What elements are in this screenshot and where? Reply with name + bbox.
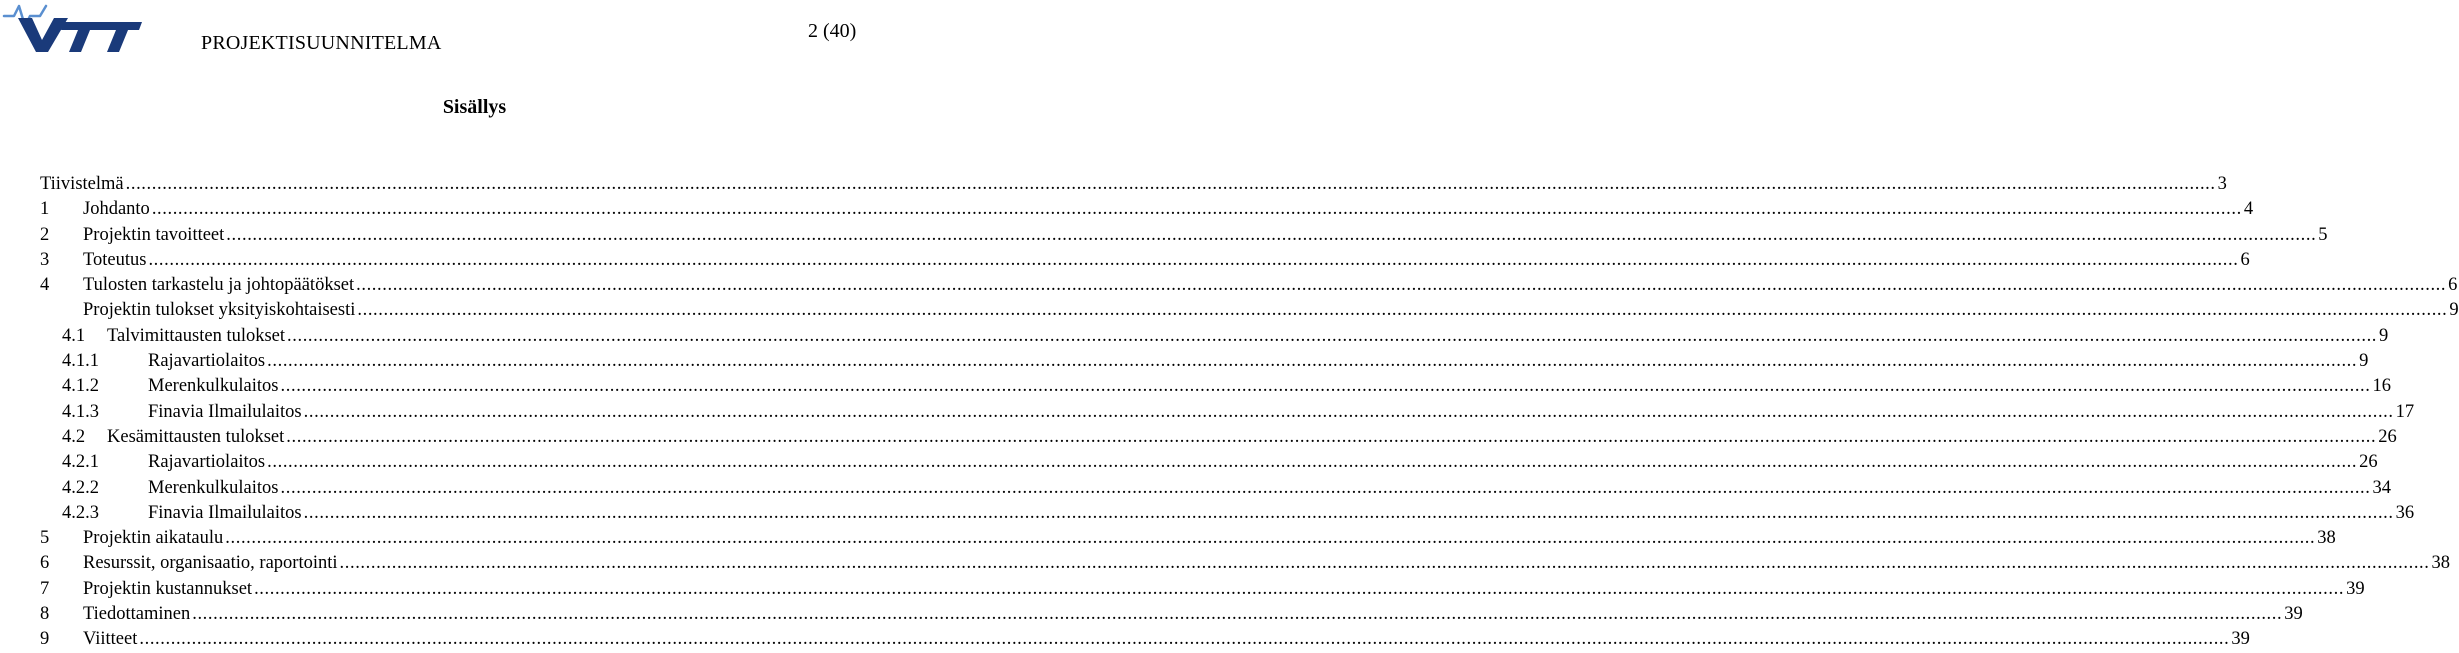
toc-entry[interactable] (40, 602, 2303, 627)
toc-entry-title: Merenkulkulaitos (148, 376, 279, 397)
toc-entry[interactable] (40, 425, 2397, 450)
toc-heading: Sisällys (442, 96, 507, 118)
toc-entry-page: 26 (2378, 426, 2397, 447)
toc-entry-page: 26 (2359, 452, 2378, 473)
toc-dot-leader: ................................................................................................................................................................................................................................................................................................................................................................................................................ (356, 275, 2447, 296)
toc-entry[interactable] (40, 273, 2458, 298)
toc-entry[interactable] (40, 400, 2415, 425)
toc-entry-title: Projektin tavoitteet (83, 224, 225, 245)
toc-entry-number: 6 (40, 553, 50, 574)
toc-entry-title: Viitteet (83, 629, 138, 650)
toc-dot-leader: ................................................................................................................................................................................................................................................................................................................................................................................................................ (286, 426, 2377, 447)
toc-entry[interactable] (40, 526, 2336, 551)
toc-entry-number: 4 (40, 275, 50, 296)
toc-entry[interactable] (40, 349, 2369, 374)
toc-entry-title: Toteutus (83, 249, 147, 270)
toc-entry-title: Merenkulkulaitos (148, 477, 279, 498)
toc-entry-page: 39 (2231, 629, 2250, 650)
toc-entry-title: Tulosten tarkastelu ja johtopäätökset (83, 275, 355, 296)
toc-entry-number: 7 (40, 578, 50, 599)
toc-entry-page: 5 (2318, 224, 2328, 245)
toc-entry-number: 8 (40, 604, 50, 625)
toc-entry-page: 17 (2395, 401, 2415, 422)
toc-entry[interactable] (40, 248, 2250, 273)
toc-entry-number: 4.2.3 (62, 502, 99, 523)
toc-dot-leader: ................................................................................................................................................................................................................................................................................................................................................................................................................ (254, 578, 2345, 599)
toc-entry-title: Finavia Ilmailulaitos (148, 401, 302, 422)
toc-entry-page: 39 (2346, 578, 2365, 599)
toc-entry-page: 38 (2317, 528, 2336, 549)
document-title: PROJEKTISUUNNITELMA (201, 32, 442, 54)
toc-entry-title: Projektin tulokset yksityiskohtaisesti (83, 300, 356, 321)
toc-dot-leader: ................................................................................................................................................................................................................................................................................................................................................................................................................ (192, 604, 2283, 625)
toc-entry-number: 4.2.2 (62, 477, 99, 498)
toc-entry-page: 9 (2379, 325, 2389, 346)
page-number: 2 (40) (808, 20, 857, 42)
toc-entry-number: 5 (40, 528, 50, 549)
toc-entry-number: 3 (40, 249, 50, 270)
toc-dot-leader: ................................................................................................................................................................................................................................................................................................................................................................................................................ (280, 477, 2371, 498)
toc-dot-leader: ................................................................................................................................................................................................................................................................................................................................................................................................................ (280, 376, 2371, 397)
toc-entry[interactable] (40, 627, 2250, 652)
toc-entry-page: 16 (2372, 376, 2392, 397)
toc-entry[interactable] (40, 197, 2254, 222)
toc-dot-leader: ................................................................................................................................................................................................................................................................................................................................................................................................................ (287, 325, 2378, 346)
vtt-logo (2, 2, 142, 54)
toc-entry-title: Finavia Ilmailulaitos (148, 502, 302, 523)
toc-entry-number: 4.1.2 (62, 376, 99, 397)
table-of-contents (40, 172, 2459, 653)
toc-entry-title: Resurssit, organisaatio, raportointi (83, 553, 338, 574)
toc-entry-page: 6 (2448, 275, 2458, 296)
toc-entry-page: 4 (2243, 199, 2254, 220)
toc-dot-leader: ................................................................................................................................................................................................................................................................................................................................................................................................................ (151, 199, 2242, 220)
toc-entry-page: 38 (2431, 553, 2451, 574)
toc-entry[interactable] (40, 298, 2459, 323)
toc-entry[interactable] (40, 476, 2392, 501)
toc-entry-title: Johdanto (83, 199, 150, 220)
toc-entry-title: Rajavartiolaitos (148, 452, 266, 473)
toc-dot-leader: ................................................................................................................................................................................................................................................................................................................................................................................................................ (139, 629, 2230, 650)
toc-entry-title: Projektin aikataulu (83, 528, 224, 549)
toc-dot-leader: ................................................................................................................................................................................................................................................................................................................................................................................................................ (226, 224, 2317, 245)
toc-entry-title: Kesämittausten tulokset (107, 426, 285, 447)
toc-dot-leader: ................................................................................................................................................................................................................................................................................................................................................................................................................ (267, 351, 2358, 372)
toc-dot-leader: ................................................................................................................................................................................................................................................................................................................................................................................................................ (339, 553, 2430, 574)
toc-entry-number: 2 (40, 224, 50, 245)
toc-dot-leader: ................................................................................................................................................................................................................................................................................................................................................................................................................ (303, 502, 2394, 523)
toc-entry[interactable] (40, 577, 2365, 602)
toc-entry-page: 36 (2395, 502, 2415, 523)
toc-entry-number: 9 (40, 629, 50, 650)
toc-entry-title: Projektin kustannukset (83, 578, 253, 599)
toc-entry-number: 4.1.1 (62, 351, 99, 372)
toc-entry-page: 3 (2217, 174, 2227, 194)
toc-entry-page: 9 (2359, 351, 2369, 372)
toc-dot-leader: ................................................................................................................................................................................................................................................................................................................................................................................................................ (303, 401, 2394, 422)
toc-entry[interactable] (40, 172, 2227, 197)
toc-entry-number: 4.2.1 (62, 452, 99, 473)
toc-entry-number: 4.1 (62, 325, 86, 346)
toc-entry-page: 9 (2449, 300, 2459, 321)
toc-entry-title: Tiedottaminen (83, 604, 191, 625)
toc-entry-title: Tiivistelmä (40, 174, 124, 194)
toc-entry[interactable] (40, 450, 2378, 475)
toc-entry-number: 4.1.3 (62, 401, 99, 422)
toc-entry-title: Talvimittausten tulokset (107, 325, 286, 346)
toc-dot-leader: ................................................................................................................................................................................................................................................................................................................................................................................................................ (125, 174, 2216, 194)
toc-entry-page: 34 (2372, 477, 2392, 498)
toc-entry-number: 4.2 (62, 426, 86, 447)
toc-entry-number: 1 (40, 199, 50, 220)
toc-entry[interactable] (40, 223, 2328, 248)
toc-entry-page: 6 (2240, 249, 2250, 270)
toc-entry[interactable] (40, 324, 2389, 349)
toc-dot-leader: ................................................................................................................................................................................................................................................................................................................................................................................................................ (267, 452, 2358, 473)
toc-entry[interactable] (40, 551, 2451, 576)
toc-entry-title: Rajavartiolaitos (148, 351, 266, 372)
toc-entry[interactable] (40, 501, 2415, 526)
toc-dot-leader: ................................................................................................................................................................................................................................................................................................................................................................................................................ (148, 249, 2239, 270)
toc-dot-leader: ................................................................................................................................................................................................................................................................................................................................................................................................................ (357, 300, 2448, 321)
toc-dot-leader: ................................................................................................................................................................................................................................................................................................................................................................................................................ (225, 528, 2316, 549)
toc-entry-page: 39 (2284, 604, 2303, 625)
toc-entry[interactable] (40, 374, 2392, 399)
